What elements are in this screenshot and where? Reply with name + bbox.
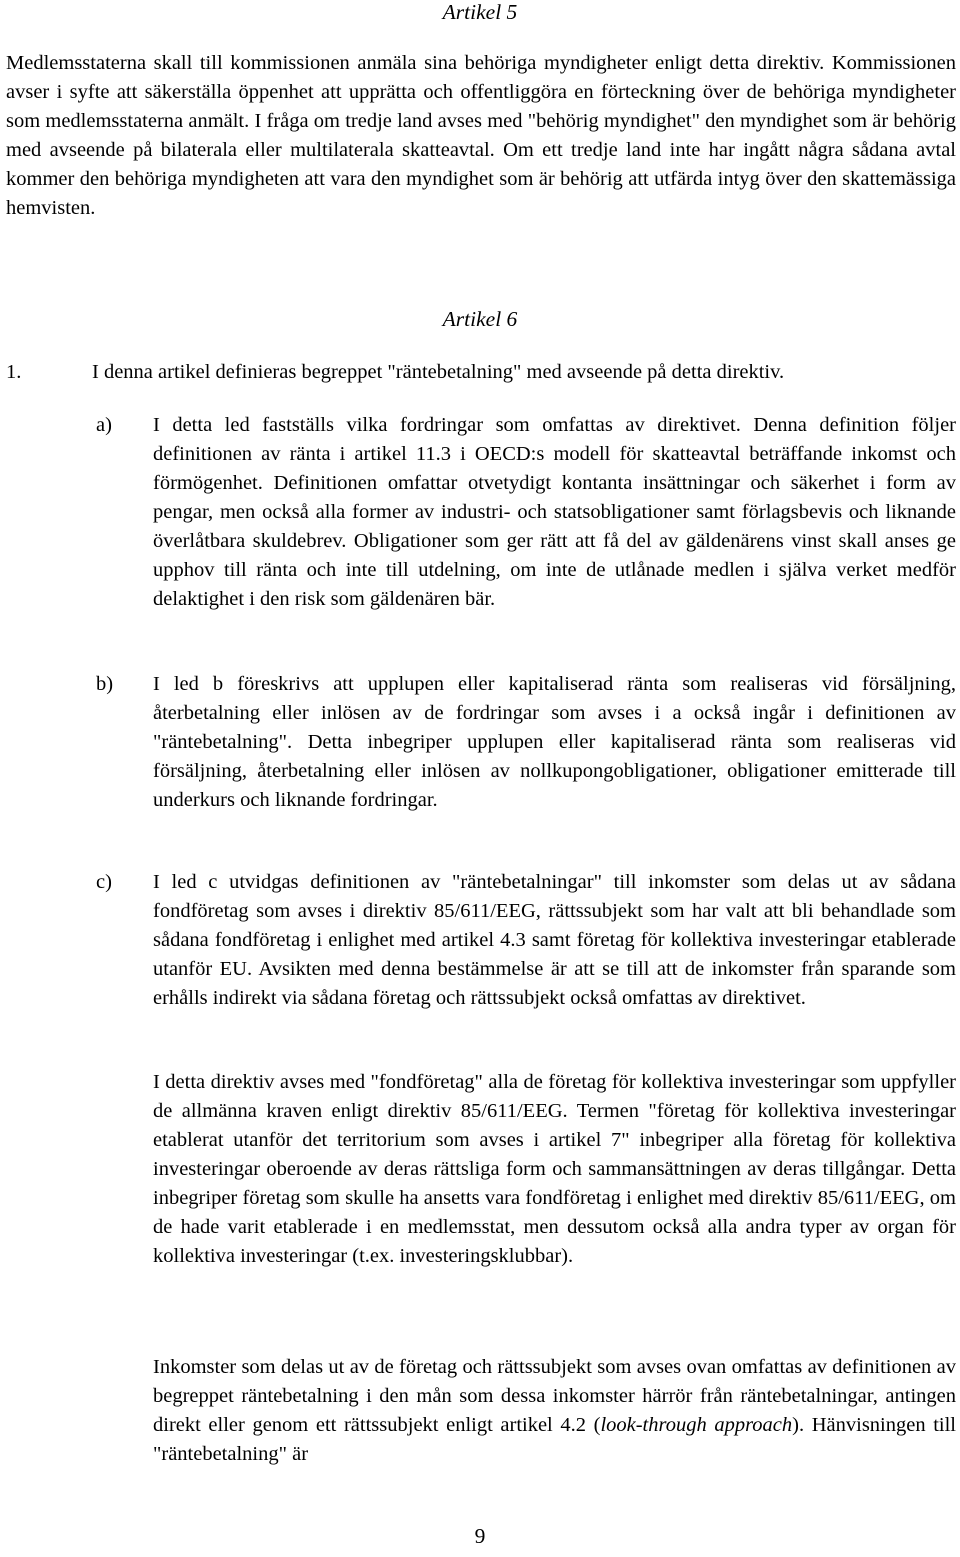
- page-number: 9: [474, 1524, 486, 1548]
- inkomster-italic-term: look-through approach: [600, 1414, 793, 1436]
- inkomster-text-before: Inkomster som delas ut av de företag och rättssubjekt som avses ovan omfattas av definitionen av begreppet räntebetalning i den mån som dessa inkomster härrör från räntebetalningar, antingen direkt eller genom ett rättssubjekt enligt artikel 4.2 (: [153, 1356, 956, 1436]
- item-c-label: c): [96, 871, 112, 893]
- fondforetag-paragraph: I detta direktiv avses med "fondföretag" alla de företag för kollektiva investeringar som uppfyller de allmänna kraven enligt direktiv 85/611/EEG. Termen "företag för kollektiva investeringar etablerat utanför det territorium som avses i artikel 7" inbegriper alla företag för kollektiva investeringar oberoende av deras rättsliga form och sammansättningen av deras tillgångar. Detta inbegriper företag som skulle ha ansetts vara fondföretag i enlighet med direktiv 85/611/EEG, om de hade varit etablerade i en medlemsstat, men dessutom också alla andra typer av organ för kollektiva investeringar (t.ex. investeringsklubbar).: [153, 1071, 956, 1267]
- item-b-label: b): [96, 673, 114, 695]
- inkomster-paragraph: [153, 1353, 956, 1469]
- inkomster-text-after: ). Hänvisningen till "räntebetalning" är: [153, 1414, 956, 1465]
- item-c-text: I led c utvidgas definitionen av "räntebetalningar" till inkomster som delas ut av sådana fondföretag som avses i direktiv 85/611/EEG, rättssubjekt som har valt att bli behandlade som sådana fondföretag i enlighet med artikel 4.3 samt företag för kollektiva investeringar etablerade utanför EU. Avsikten med denna bestämmelse är att se till att de inkomster från sparande som erhålls indirekt via sådana företag och rättssubjekt också omfattas av direktivet.: [153, 871, 956, 1009]
- item-1-number: 1.: [6, 361, 22, 383]
- item-b-text: I led b föreskrivs att upplupen eller kapitaliserad ränta som realiseras vid försäljning, återbetalning eller inlösen av de fordringar som avses i a också ingår i definitionen av "räntebetalning". Detta inbegriper upplupen eller kapitaliserad ränta som realiseras vid försäljning, återbetalning eller inlösen av nollkupongobligationer, obligationer emitterade till underkurs och liknande fordringar.: [153, 673, 956, 811]
- item-a-label: a): [96, 414, 112, 436]
- item-a-text: I detta led fastställs vilka fordringar som omfattas av direktivet. Denna definition följer definitionen av ränta i artikel 11.3 i OECD:s modell för skatteavtal beträffande inkomst och förmögenhet. Definitionen omfattar otvetydigt kontanta insättningar och säkerhet i form av pengar, men också alla former av industri- och statsobligationer samt förlagsbevis och liknande överlåtbara skuldebrev. Obligationer som ger rätt att få del av gäldenärens vinst skall anses ge upphov till ränta och inte till utdelning, om inte de utlånade medlen i själva verket medför delaktighet i den risk som gäldenären bär.: [153, 414, 956, 610]
- article-6-heading: Artikel 6: [442, 307, 518, 331]
- article-5-paragraph: Medlemsstaterna skall till kommissionen anmäla sina behöriga myndigheter enligt detta direktiv. Kommissionen avser i syfte att säkerställa öppenhet att upprätta och offentliggöra en förteckning över de behöriga myndigheter som medlemsstaterna anmält. I fråga om tredje land avses med "behörig myndighet" den myndighet som är behörig med avseende på bilaterala eller multilaterala skatteavtal. Om ett tredje land inte har ingått några sådana avtal kommer den behöriga myndigheten att vara den myndighet som är behörig att utfärda intyg över den skattemässiga hemvisten.: [6, 52, 956, 219]
- item-1-text: I denna artikel definieras begreppet "räntebetalning" med avseende på detta direktiv.: [92, 361, 785, 383]
- article-5-heading: Artikel 5: [442, 0, 518, 24]
